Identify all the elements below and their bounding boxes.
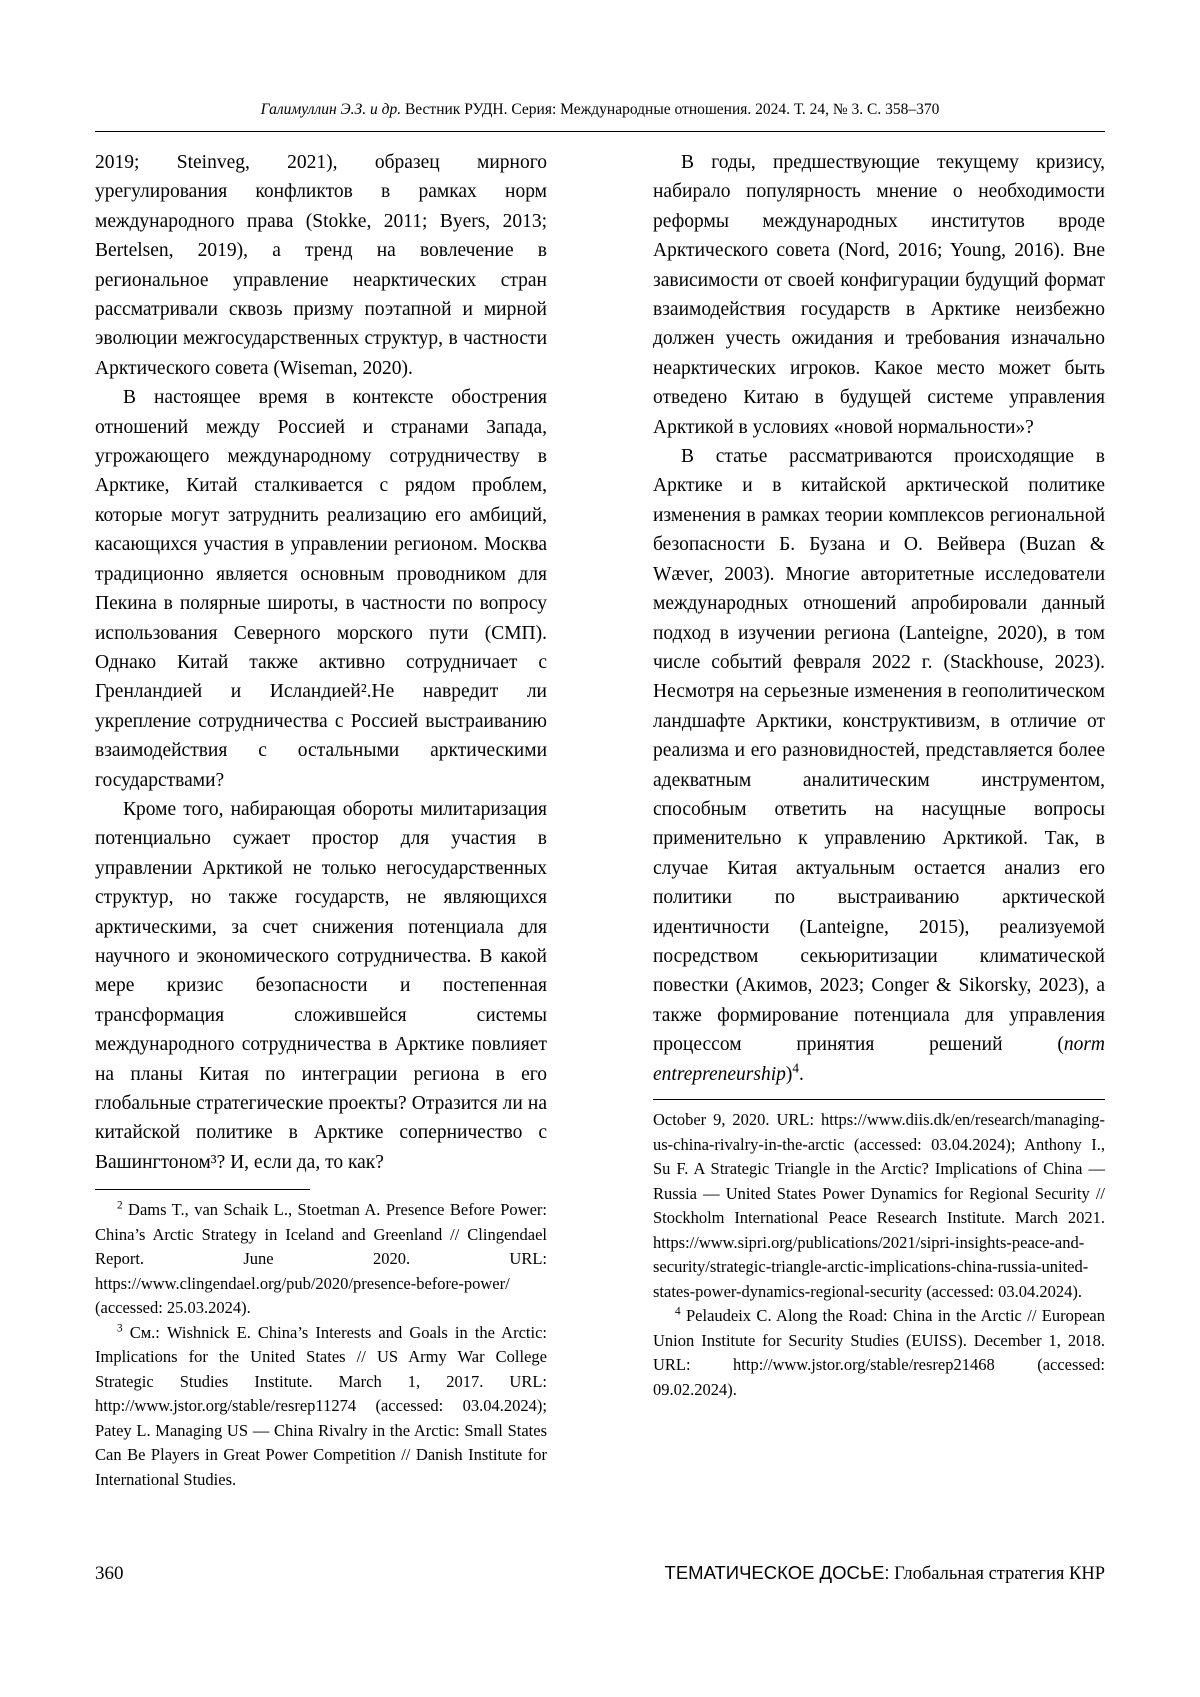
footer-section [665, 1562, 1105, 1585]
running-head-authors: Галимуллин Э.З. и др. [260, 101, 402, 118]
paragraph: 2019; Steinveg, 2021), образец мирного урегулирования конфликтов в рамках норм международного права (Stokke, 2011; Byers, 2013; Bertelsen, 2019), а тренд на вовлечение в региональное управление неарктических стран рассматривали сквозь призму поэтапной и мирной эволюции межгосударственных структур, в частности Арктического совета (Wiseman, 2020). [95, 152, 547, 379]
paragraph-italic-term: norm entrepreneurship [653, 1034, 1105, 1085]
footnote-item [95, 1198, 547, 1321]
footnote-rule [95, 1189, 310, 1190]
paragraph-text-close: ) [785, 1063, 793, 1085]
footnote-rule [653, 1099, 1105, 1100]
paragraph-text-tail: ? И, если да, то как? [216, 1151, 384, 1173]
running-head-journal: Вестник РУДН. Серия: Международные отношения. 2024. Т. 24, № 3. С. 358–370 [404, 101, 940, 118]
paragraph-text-tail: Не навредит ли укрепление сотрудничества с Россией выстраиванию взаимодействия с остальными арктическими государствами? [95, 681, 547, 791]
paragraph-text: В статье рассматриваются происходящие в Арктике и в китайской арктической политике изменения в рамках теории комплексов региональной безопасности Б. Бузана и О. Вейвера (Buzan & Wæver, 2003). Многие авторитетные исследователи международных отношений апробировали данный подход в изучении региона (Lanteigne, 2020), в том числе событий февраля 2022 г. (Stackhouse, 2023). Несмотря на серьезные изменения в геополитическом ландшафте Арктики, конструктивизм, в отличие от реализма и его разновидностей, представляется более адекватным аналитическим инструментом, способным ответить на насущные вопросы применительно к управлению Арктикой. Так, в случае Китая актуальным остается анализ его политики по выстраиванию арктической идентичности (Lanteigne, 2015), реализуемой посредством секьюритизации климатической повестки (Акимов, 2023; Conger & Sikorsky, 2023), а также формирование потенциала для управления процессом принятия решений ( [653, 446, 1105, 1056]
footnote-item [653, 1108, 1105, 1304]
footnote-text: October 9, 2020. URL: https://www.diis.dk/en/research/managing-us-china-rivalry-in-the-arctic (accessed: 03.04.2024); Anthony I., Su F. A Strategic Triangle in the Arctic? Implications of China — Russia — United States Power Dynamics for Regional Security // Stockholm International Peace Research Institute. March 2021. https://www.sipri.org/publications/2021/sipri-insights-peace-and-security/strategic-triangle-arctic-implications-china-russia-united-states-power-dynamics-regional-security (accessed: 03.04.2024). [653, 1110, 1105, 1301]
footnote-text: Pelaudeix C. Along the Road: China in the Arctic // European Union Institute for Security Studies (EUISS). December 1, 2018. URL: http://www.jstor.org/stable/resrep21468 (accessed: 09.02.2024). [653, 1306, 1105, 1399]
footnote-marker: 2 [117, 1199, 123, 1212]
page-footer [95, 1562, 1105, 1585]
paragraph [95, 383, 547, 795]
footer-section-label: ТЕМАТИЧЕСКОЕ ДОСЬЕ: [664, 1562, 890, 1583]
running-head [95, 100, 1105, 120]
footnote-marker: 4 [675, 1305, 681, 1318]
footnote-item [653, 1304, 1105, 1402]
paragraph-text-end: . [799, 1063, 804, 1085]
paragraph-text: Кроме того, набирающая обороты милитаризация потенциально сужает простор для участия в управлении Арктикой не только негосударственных структур, но также государств, не являющихся арктическими, за счет снижения потенциала для научного и экономического сотрудничества. В какой мере кризис безопасности и постепенная трансформация сложившейся системы международного сотрудничества в Арктике повлияет на планы Китая по интеграции региона в его глобальные стратегические проекты? Отразится ли на китайской политике в Арктике соперничество с Вашингтоном³ [95, 798, 547, 1173]
footer-section-title: Глобальная стратегия КНР [889, 1564, 1105, 1584]
right-column [653, 148, 1105, 1492]
footnote-text: См.: Wishnick E. China’s Interests and Goals in the Arctic: Implications for the United States // US Army War College Strategic Studies Institute. March 1, 2017. URL: http://www.jstor.org/stable/resrep11274 (accessed: 03.04.2024); Patey L. Managing US — China Rivalry in the Arctic: Small States Can Be Players in Great Power Competition // Danish Institute for International Studies. [95, 1322, 547, 1489]
paragraph-text: В настоящее время в контексте обострения отношений между Россией и странами Запада, угрожающего международному сотрудничеству в Арктике, Китай сталкивается с рядом проблем, которые могут затруднить реализацию его амбиций, касающихся участия в управлении регионом. Москва традиционно является основным проводником для Пекина в полярные широты, в частности по вопросу использования Северного морского пути (СМП). Однако Китай также активно сотрудничает с Гренландией и Исландией². [95, 387, 547, 703]
two-column-body [95, 148, 1105, 1492]
left-footnotes [95, 1189, 547, 1492]
footnote-text: Dams T., van Schaik L., Stoetman A. Presence Before Power: China’s Arctic Strategy in Iceland and Greenland // Clingendael Report. June 2020. URL: https://www.clingendael.org/pub/2020/presence-before-power/ (accessed: 25.03.2024). [95, 1200, 547, 1318]
footnote-item [95, 1321, 547, 1493]
header-rule [95, 131, 1105, 132]
paragraph [653, 442, 1105, 1089]
footnote-marker: 3 [117, 1322, 123, 1335]
footnote-reference: 4 [792, 1060, 799, 1076]
right-footnotes [653, 1099, 1105, 1402]
paragraph [95, 795, 547, 1177]
paragraph: В годы, предшествующие текущему кризису, набирало популярность мнение о необходимости реформы международных институтов вроде Арктического совета (Nord, 2016; Young, 2016). Вне зависимости от своей конфигурации будущий формат взаимодействия государств в Арктике неизбежно должен учесть ожидания и требования изначально неарктических игроков. Какое место может быть отведено Китаю в будущей системе управления Арктикой в условиях «новой нормальности»? [653, 152, 1105, 438]
page-number: 360 [95, 1563, 124, 1584]
left-column [95, 148, 547, 1492]
